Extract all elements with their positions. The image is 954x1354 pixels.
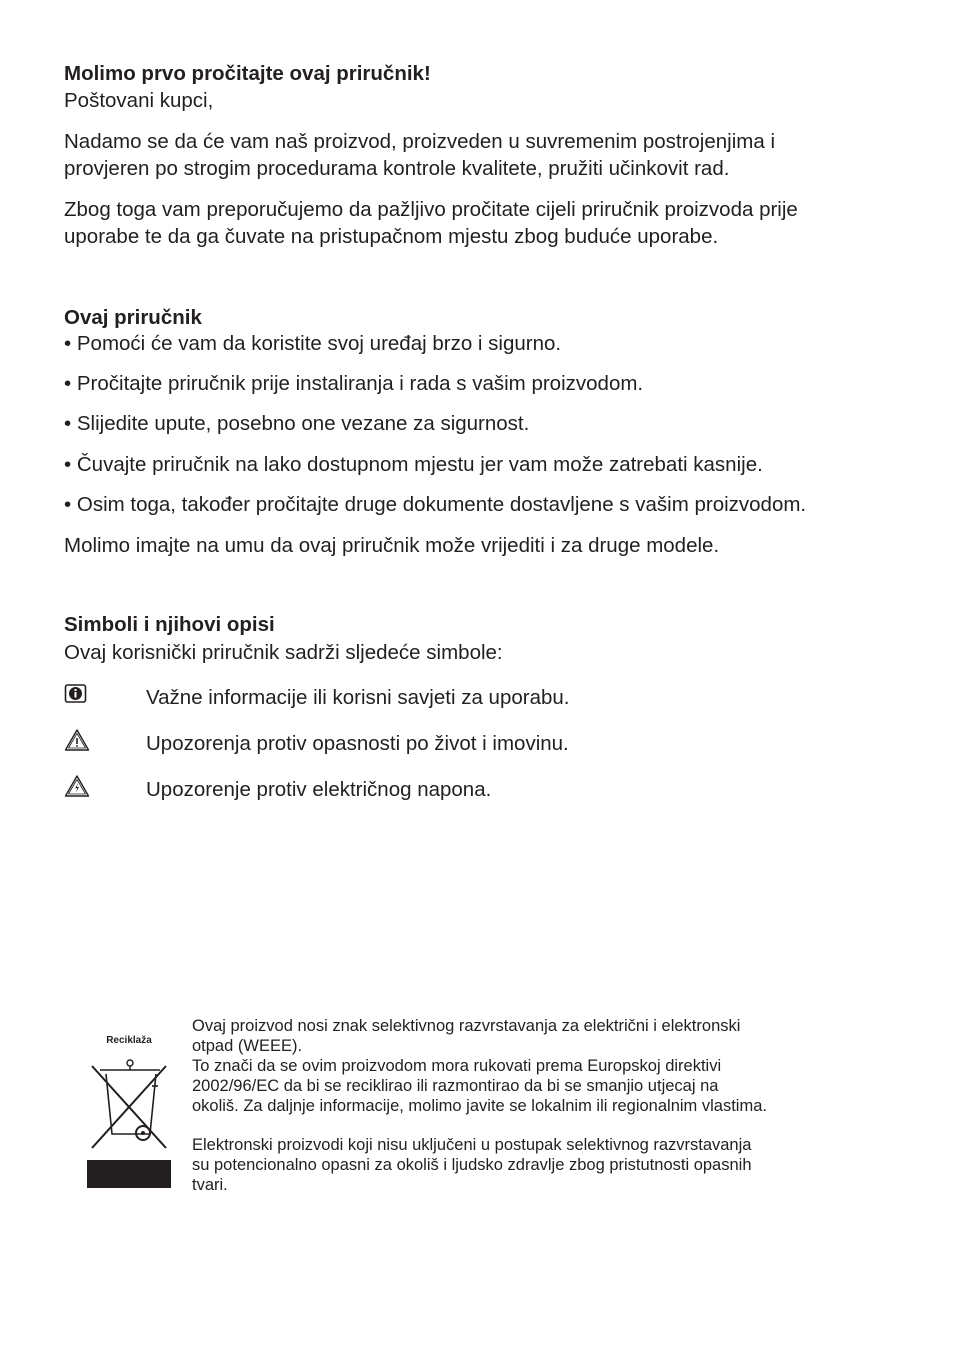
intro-paragraph-1-line-2: provjeren po strogim procedurama kontrole kvalitete, pružiti učinkovit rad.: [64, 157, 730, 180]
manual-bullet: • Pročitajte priručnik prije instaliranja i rada s vašim proizvodom.: [64, 372, 644, 395]
weee-text-line: okoliš. Za daljnje informacije, molimo javite se lokalnim ili regionalnim vlastima.: [192, 1097, 767, 1115]
weee-text-line: su potencionalno opasni za okoliš i ljudsko zdravlje zbog pristutnosti opasnih: [192, 1156, 752, 1174]
manual-bullet: • Čuvajte priručnik na lako dostupnom mjestu jer vam može zatrebati kasnije.: [64, 453, 763, 476]
recycling-label: Reciklaža: [106, 1035, 152, 1046]
symbol-warning-text: Upozorenja protiv opasnosti po život i imovinu.: [146, 732, 569, 755]
manual-heading: Ovaj priručnik: [64, 306, 202, 329]
symbols-heading: Simboli i njihovi opisi: [64, 613, 275, 636]
weee-black-bar: [87, 1160, 171, 1188]
manual-bullet: • Slijedite upute, posebno one vezane za sigurnost.: [64, 412, 530, 435]
manual-bullet: • Osim toga, također pročitajte druge dokumente dostavljene s vašim proizvodom.: [64, 493, 807, 516]
weee-text-line: otpad (WEEE).: [192, 1037, 303, 1055]
warning-icon: [64, 728, 88, 752]
intro-paragraph-1-line-1: Nadamo se da će vam naš proizvod, proizveden u suvremenim postrojenjima i: [64, 130, 776, 153]
electric-warning-icon: [64, 774, 88, 798]
manual-bullet: • Pomoći će vam da koristite svoj uređaj brzo i sigurno.: [64, 332, 562, 355]
weee-text-line: Ovaj proizvod nosi znak selektivnog razvrstavanja za električni i elektronski: [192, 1017, 741, 1035]
symbols-intro: Ovaj korisnički priručnik sadrži sljedeće simbole:: [64, 641, 503, 664]
intro-paragraph-2-line-2: uporabe te da ga čuvate na pristupačnom mjestu zbog buduće uporabe.: [64, 225, 719, 248]
page-heading: Molimo prvo pročitajte ovaj priručnik!: [64, 62, 431, 85]
symbol-electric-text: Upozorenje protiv električnog napona.: [146, 778, 492, 801]
weee-text-line: Elektronski proizvodi koji nisu uključeni u postupak selektivnog razvrstavanja: [192, 1136, 752, 1154]
crossed-out-bin-icon: [86, 1048, 172, 1158]
weee-recycling-symbol: [86, 1034, 172, 1188]
info-icon: [64, 682, 88, 706]
symbol-info-text: Važne informacije ili korisni savjeti za uporabu.: [146, 686, 570, 709]
weee-text-line: To znači da se ovim proizvodom mora rukovati prema Europskoj direktivi: [192, 1057, 722, 1075]
greeting: Poštovani kupci,: [64, 89, 214, 112]
weee-text-line: 2002/96/EC da bi se reciklirao ili razmontirao da bi se smanjio utjecaj na: [192, 1077, 719, 1095]
intro-paragraph-2-line-1: Zbog toga vam preporučujemo da pažljivo pročitate cijeli priručnik proizvoda prije: [64, 198, 798, 221]
manual-note: Molimo imajte na umu da ovaj priručnik može vrijediti i za druge modele.: [64, 534, 720, 557]
weee-text-line: tvari.: [192, 1176, 228, 1194]
